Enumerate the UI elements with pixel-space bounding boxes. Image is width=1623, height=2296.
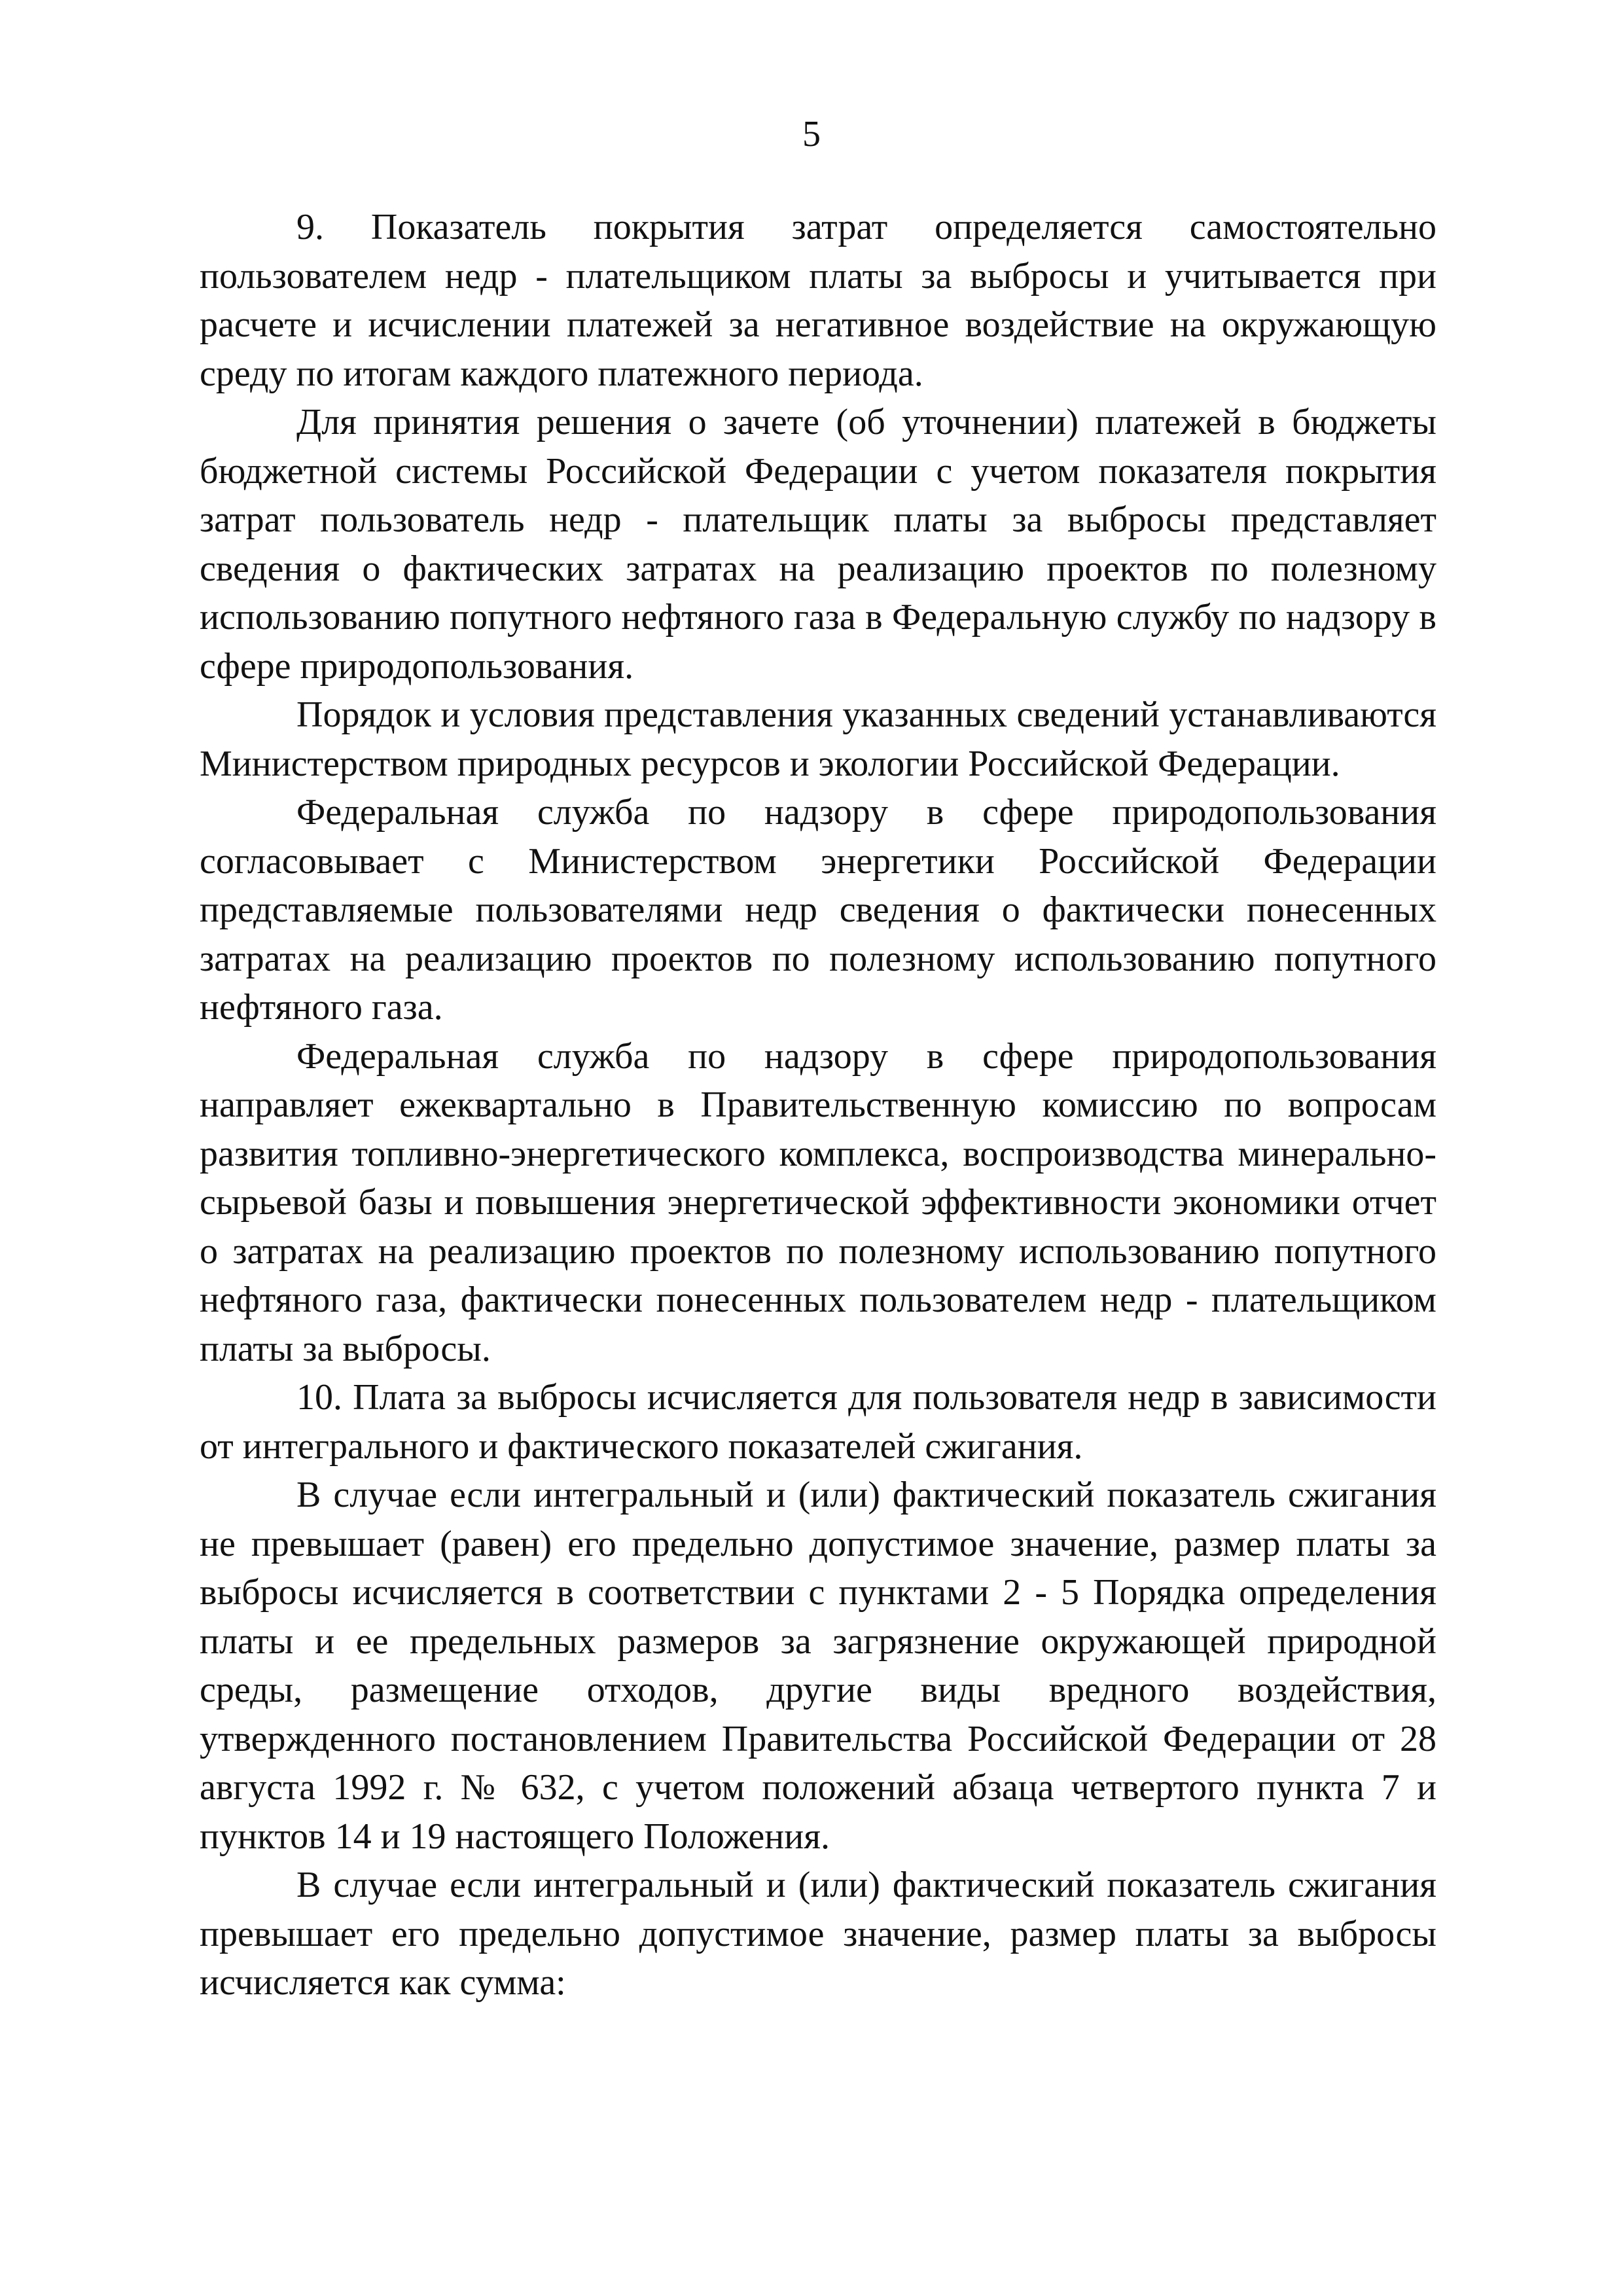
page-number: 5 (802, 114, 821, 154)
paragraph-9-cost-coverage: 9. Показатель покрытия затрат определяется самостоятельно пользователем недр - плательщиком платы за выбросы и учитывается при расчете и исчислении платежей за негативное воздействие на окружающую среду по итогам каждого платежного периода. (200, 207, 1436, 394)
document-body (200, 203, 1436, 2007)
paragraph-10-emission-fee: 10. Плата за выбросы исчисляется для пользователя недр в зависимости от интегрального и фактического показателей сжигания. (200, 1377, 1436, 1467)
paragraph-offset-decision: Для принятия решения о зачете (об уточнении) платежей в бюджеты бюджетной системы Российской Федерации с учетом показателя покрытия затрат пользователь недр - плательщик платы за выбросы представляет сведения о фактических затратах на реализацию проектов по полезному использованию попутного нефтяного газа в Федеральную службу по надзору в сфере природопользования. (200, 402, 1436, 687)
paragraph-not-exceeding-limit: В случае если интегральный и (или) фактический показатель сжигания не превышает (равен) его предельно допустимое значение, размер платы за выбросы исчисляется в соответствии с пунктами 2 - 5 Порядка определения платы и ее предельных размеров за загрязнение окружающей природной среды, размещение отходов, другие виды вредного воздействия, утвержденного постановлением Правительства Российской Федерации от 28 августа 1992 г. № 632, с учетом положений абзаца четвертого пункта 7 и пунктов 14 и 19 настоящего Положения. (200, 1475, 1436, 1857)
paragraph-exceeding-limit: В случае если интегральный и (или) фактический показатель сжигания превышает его предельно допустимое значение, размер платы за выбросы исчисляется как сумма: (200, 1865, 1436, 2003)
paragraph-quarterly-report: Федеральная служба по надзору в сфере природопользования направляет ежеквартально в Правительственную комиссию по вопросам развития топливно-энергетического комплекса, воспроизводства минерально-сырьевой базы и повышения энергетической эффективности экономики отчет о затратах на реализацию проектов по полезному использованию попутного нефтяного газа, фактически понесенных пользователем недр - плательщиком платы за выбросы. (200, 1035, 1436, 1369)
paragraph-agreement-ministry-energy: Федеральная служба по надзору в сфере природопользования согласовывает с Министерством энергетики Российской Федерации представляемые пользователями недр сведения о фактически понесенных затратах на реализацию проектов по полезному использованию попутного нефтяного газа. (200, 792, 1436, 1028)
paragraph-submission-procedure: Порядок и условия представления указанных сведений устанавливаются Министерством природных ресурсов и экологии Российской Федерации. (200, 694, 1436, 784)
